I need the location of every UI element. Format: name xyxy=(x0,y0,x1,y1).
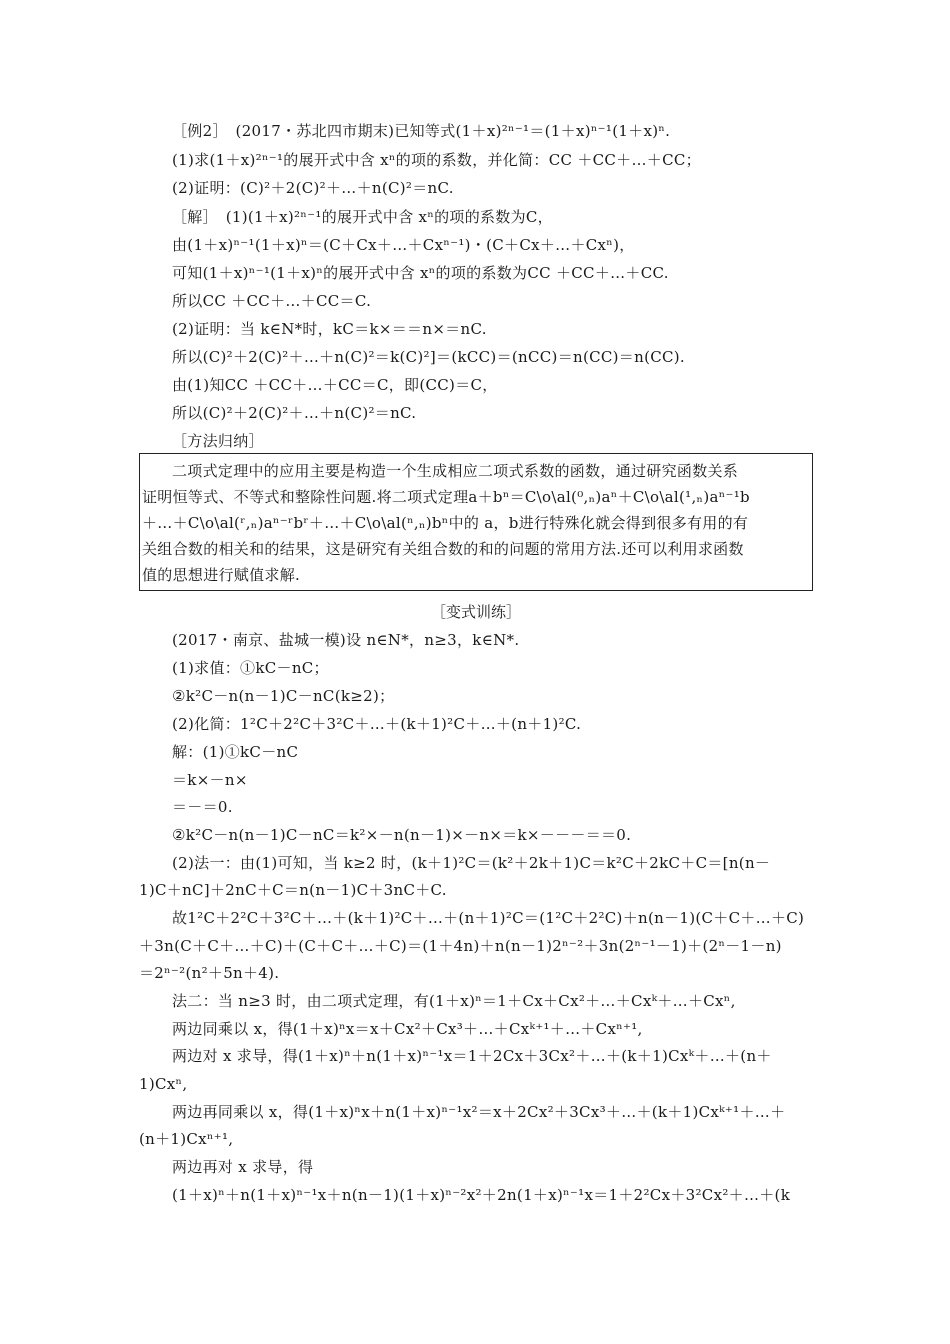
solution-line: 所以(C)²＋2(C)²＋…＋n(C)²＝k(C)²]＝(kCC)＝(nCC)＝n(CC)＝n(CC). xyxy=(172,348,685,366)
exercise-line: (1)求值：①kC－nC； xyxy=(172,659,329,677)
solution-line: 可知(1＋x)ⁿ⁻¹(1＋x)ⁿ的展开式中含 xⁿ的项的系数为CC ＋CC＋…＋CC. xyxy=(172,264,669,282)
exercise-line: (1＋x)ⁿ＋n(1＋x)ⁿ⁻¹x＋n(n－1)(1＋x)ⁿ⁻²x²＋2n(1＋x)ⁿ⁻¹x＝1＋2²Cx＋3²Cx²＋…＋(k xyxy=(172,1186,791,1204)
method-line: 关组合数的相关和的结果，这是研究有关组合数的和的问题的常用方法.还可以利用求函数 xyxy=(142,540,744,558)
solution-line: 由(1＋x)ⁿ⁻¹(1＋x)ⁿ＝(C＋Cx＋…＋Cxⁿ⁻¹)・(C＋Cx＋…＋Cxⁿ)， xyxy=(172,236,635,254)
exercise-line: 解：(1)①kC－nC xyxy=(172,743,299,761)
exercise-line: ②k²C－n(n－1)C－nC(k≥2)； xyxy=(172,687,395,705)
exercise-line: 法二：当 n≥3 时，由二项式定理，有(1＋x)ⁿ＝1＋Cx＋Cx²＋…＋Cxᵏ＋…＋Cxⁿ, xyxy=(172,992,736,1010)
exercise-line: ＝－＝0. xyxy=(172,798,233,816)
solution-line: 所以(C)²＋2(C)²＋…＋n(C)²＝nC. xyxy=(172,404,417,422)
example-title: ［例2］ (2017・苏北四市期末)已知等式(1＋x)²ⁿ⁻¹＝(1＋x)ⁿ⁻¹(1＋x)ⁿ. xyxy=(172,122,671,140)
exercise-line: 两边再对 x 求导，得 xyxy=(172,1158,314,1176)
exercise-line: (2)化简：1²C＋2²C＋3²C＋…＋(k＋1)²C＋…＋(n＋1)²C. xyxy=(172,715,582,733)
method-line: ＋…＋C\o\al(ʳ,ₙ)aⁿ⁻ʳbʳ＋…＋C\o\al(ⁿ,ₙ)bⁿ中的 a，b进行特殊化就会得到很多有用的有 xyxy=(142,514,749,532)
exercise-line: 两边同乘以 x，得(1＋x)ⁿx＝x＋Cx²＋Cx³＋…＋Cxᵏ⁺¹＋…＋Cxⁿ⁺¹, xyxy=(172,1020,643,1038)
exercise-line: 1)Cxⁿ, xyxy=(139,1075,188,1093)
exercise-line: ②k²C－n(n－1)C－nC＝k²×－n(n－1)×－n×＝k×－－－＝＝0. xyxy=(172,826,632,844)
exercise-line: ＋3n(C＋C＋…＋C)＋(C＋C＋…＋C)＝(1＋4n)＋n(n－1)2ⁿ⁻²＋3n(2ⁿ⁻¹－1)＋(2ⁿ－1－n) xyxy=(139,937,782,955)
solution-line: 所以CC ＋CC＋…＋CC＝C. xyxy=(172,292,372,310)
exercise-line: 两边对 x 求导，得(1＋x)ⁿ＋n(1＋x)ⁿ⁻¹x＝1＋2Cx＋3Cx²＋…＋(k＋1)Cxᵏ＋…＋(n＋ xyxy=(172,1047,772,1065)
exercise-line: 1)C＋nC]＋2nC＋C＝n(n－1)C＋3nC＋C. xyxy=(139,881,447,899)
exercise-line: ＝k×－n× xyxy=(172,771,248,789)
method-line: 值的思想进行赋值求解. xyxy=(142,566,301,584)
example-question-2: (2)证明：(C)²＋2(C)²＋…＋n(C)²＝nC. xyxy=(172,179,454,197)
exercise-line: (2017・南京、盐城一模)设 n∈N*，n≥3，k∈N*. xyxy=(172,631,520,649)
solution-line: (2)证明：当 k∈N*时，kC＝k×＝＝n×＝nC. xyxy=(172,320,487,338)
method-line: 证明恒等式、不等式和整除性问题.将二项式定理a＋bⁿ＝C\o\al(⁰,ₙ)aⁿ＋C\o\al(¹,ₙ)aⁿ⁻¹b xyxy=(142,488,750,506)
exercise-line: ＝2ⁿ⁻²(n²＋5n＋4). xyxy=(139,964,280,982)
method-heading: ［方法归纳］ xyxy=(172,432,264,450)
method-line: 二项式定理中的应用主要是构造一个生成相应二项式系数的函数，通过研究函数关系 xyxy=(172,462,739,480)
exercise-line: (n＋1)Cxⁿ⁺¹, xyxy=(139,1130,234,1148)
exercise-line: 两边再同乘以 x，得(1＋x)ⁿx＋n(1＋x)ⁿ⁻¹x²＝x＋2Cx²＋3Cx³＋…＋(k＋1)Cxᵏ⁺¹＋…＋ xyxy=(172,1103,786,1121)
solution-line: ［解］ (1)(1＋x)²ⁿ⁻¹的展开式中含 xⁿ的项的系数为C， xyxy=(172,208,553,226)
solution-line: 由(1)知CC ＋CC＋…＋CC＝C，即(CC)＝C， xyxy=(172,376,498,394)
exercise-line: (2)法一：由(1)可知，当 k≥2 时，(k＋1)²C＝(k²＋2k＋1)C＝k²C＋2kC＋C＝[n(n－ xyxy=(172,854,771,872)
example-question-1: (1)求(1＋x)²ⁿ⁻¹的展开式中含 xⁿ的项的系数，并化简：CC ＋CC＋…＋CC； xyxy=(172,151,701,169)
exercise-heading: ［变式训练］ xyxy=(430,603,521,621)
exercise-line: 故1²C＋2²C＋3²C＋…＋(k＋1)²C＋…＋(n＋1)²C＝(1²C＋2²C)＋n(n－1)(C＋C＋…＋C) xyxy=(172,909,805,927)
method-summary-box xyxy=(139,453,813,591)
